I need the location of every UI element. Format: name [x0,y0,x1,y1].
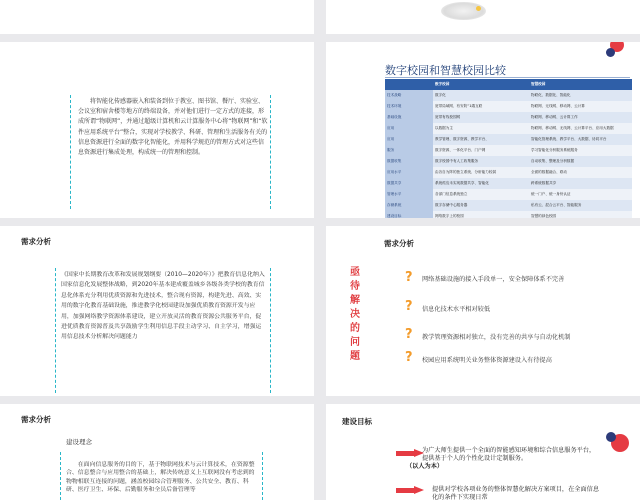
dashed-line-right [270,95,271,209]
slide-needs-3[interactable] [0,404,314,500]
comparison-table [385,79,632,218]
slide-intro[interactable] [0,42,314,218]
table-cell: 系统孤岛未实现数据共享、智能化 [433,178,529,189]
goal-title: 建设目标 [342,417,372,426]
decor-dot-navy [606,432,616,442]
slide-compare[interactable] [326,42,640,218]
table-row-header: 应用 [385,134,433,145]
goal-arrow-icon [396,449,424,458]
table-row-header: 技术环境 [385,101,433,112]
table-row [385,200,632,211]
problem-item: 教学管理资源相对独立，没有完善的共享与自动化机制 [422,334,571,341]
table-row [385,178,632,189]
table-row-header: 基础设施 [385,112,433,123]
table-row [385,123,632,134]
goal-item: 提供对学校各项业务的整体智慧化解决方案项目，在全面信息化的条件下实现日常 [432,486,600,500]
concept-subtitle: 建设理念 [66,438,92,446]
table-cell: 智能化管理系统、教学平台、大数据、协同平台 [529,134,632,145]
goal-arrow-icon [396,486,424,495]
table-cell: 由各自为阵的独立系统、分析能力较弱 [433,167,529,178]
dashed-line-left [70,95,71,209]
table-cell: 各部门信息系统独立 [433,189,529,200]
question-icon: ? [405,327,413,342]
compare-title: 数字校园和智慧校园比较 [385,64,506,77]
table-row-header: 建设目标 [385,211,433,218]
table-row-header: 存储系统 [385,200,433,211]
table-row-header: 数据收集 [385,156,433,167]
dashed-line-right [262,452,263,500]
intro-paragraph: 将智能化传感器嵌入和装备到位于教室、图书馆、餐厅、实验室、会议室和宿舍楼等地方的终端设备，并对他们进行一定方式的连接，形成所谓“物联网”，并通过超级计算机和云计算服务中心将“物联网”和“软件应用系统平台”整合，实现对学校教学、科研、管理和生活服务有关的信息资源进行全面的数字化智能化，并用科学规范的管理方式对这些信息资源进行集成处理，构成统一的管理和控制。 [78,98,268,157]
title-underline [385,77,630,78]
needs-title: 需求分析 [384,239,414,248]
table-cell: 数字存储中心服务器 [433,200,529,211]
slide-top-left[interactable] [0,0,314,34]
table-cell: 学习智能化分析服务系统服务 [529,145,632,156]
table-cell: 统一门户、统一身份认证 [529,189,632,200]
problem-item: 网络基础设施的接入手段单一，安全保障体系不完善 [422,276,565,283]
vertical-problem-label: 亟待解决的问题 [350,267,360,362]
dashed-line-left [60,452,61,500]
table-cell: 教学管理、数字资源、教学平台、 [433,134,529,145]
problem-item: 校园应用系统明关业务整体资源建设入有待提高 [422,357,552,364]
table-row-header: 服务 [385,145,433,156]
table-row-header: 技术战略 [385,90,433,101]
table-row-header: 管理水平 [385,189,433,200]
table-row [385,167,632,178]
table-header: 数字校园 [433,79,529,90]
table-row [385,145,632,156]
problem-item: 信息化技术水平相对较低 [422,306,491,313]
decorative-image [441,2,486,20]
table-row [385,189,632,200]
table-header [385,79,433,90]
question-icon: ? [405,270,413,285]
table-row [385,211,632,218]
table-cell: 智慧的绿色校园 [529,211,632,218]
goal-tag: （以人为本） [406,463,444,470]
table-cell: 私有云、混合云平台、智能服务 [529,200,632,211]
table-cell: 跨系统数据共享 [529,178,632,189]
table-cell: 宽带局域网、有安防“1端互联 [433,101,529,112]
table-cell: 物联网、移动网、云计算工作 [529,112,632,123]
slide-needs-1[interactable] [0,226,314,396]
table-cell: 全面的数据融合、联动 [529,167,632,178]
table-row [385,101,632,112]
table-cell: 自动收集、整理及分析数据 [529,156,632,167]
table-cell: 数字资源、一体化平台、门户网 [433,145,529,156]
table-cell: 宽带有线校园网 [433,112,529,123]
table-cell: 以数据为主 [433,123,529,134]
question-icon: ? [405,350,413,365]
table-cell: 数字校园中有人工收集服务 [433,156,529,167]
goal-item: 为广大师生提供一个全面的智能感知环境和综合信息服务平台，提供基于个人的个性化设计定制服务。 [422,447,596,462]
slide-top-right[interactable] [326,0,640,34]
table-row [385,156,632,167]
concept-paragraph: 在面向信息服务的目的下，基于物联网技术与云计算技术，在资源整合、信息整合与应用整合的基础上，解决传统意义上互联网没有考虑到的物物相联互连接的问题，涵盖校园综合管理服务、公共安全、教育、科研、医疗卫生、环保、后勤服务和全员后备管理等 [66,462,255,494]
table-row-header: 应用 [385,123,433,134]
decor-dot-navy [606,48,615,57]
dashed-line-right [270,268,271,393]
table-cell: 物联网、移动网、无线网、云计算平台、应用大数据 [529,123,632,134]
needs-paragraph: 《国家中长期教育改革和发展规划纲要（2010—2020年）》把教育信息化纳入国家信息化发展整体战略，到2020年基本建成覆盖城乡各级各类学校的教育信息化体系充分利用优质资源和先进技术，整合现有资源，构建先进、高效、实用的数字化教育基础设施，推进教学化校园建设加强优质教育资源开发与应用，加强网络教学资源体系建设，建立开放灵活的教育资源公共服务平台，促进优质教育资源普及共享鼓励学生利用信息手段主动学习、自主学习，增强运用信息技术分析解决问题能力 [61,272,265,341]
table-row [385,134,632,145]
table-header: 智慧校园 [529,79,632,90]
table-row [385,90,632,101]
needs-title: 需求分析 [21,237,51,246]
table-cell: 网络数字上的校园 [433,211,529,218]
dashed-line-left [55,268,56,393]
table-cell: 数字化 [433,90,529,101]
needs-title: 需求分析 [21,415,51,424]
table-row [385,112,632,123]
slide-needs-2[interactable] [326,226,640,396]
table-row-header: 数据共享 [385,178,433,189]
slide-goal[interactable] [326,404,640,500]
table-header-row [385,79,632,90]
table-cell: 物联网、无线网、移动网、云计算 [529,101,632,112]
table-row-header: 应用水平 [385,167,433,178]
question-icon: ? [405,299,413,314]
decor-dot [476,6,481,11]
table-cell: 物联化、数据化、智能化 [529,90,632,101]
